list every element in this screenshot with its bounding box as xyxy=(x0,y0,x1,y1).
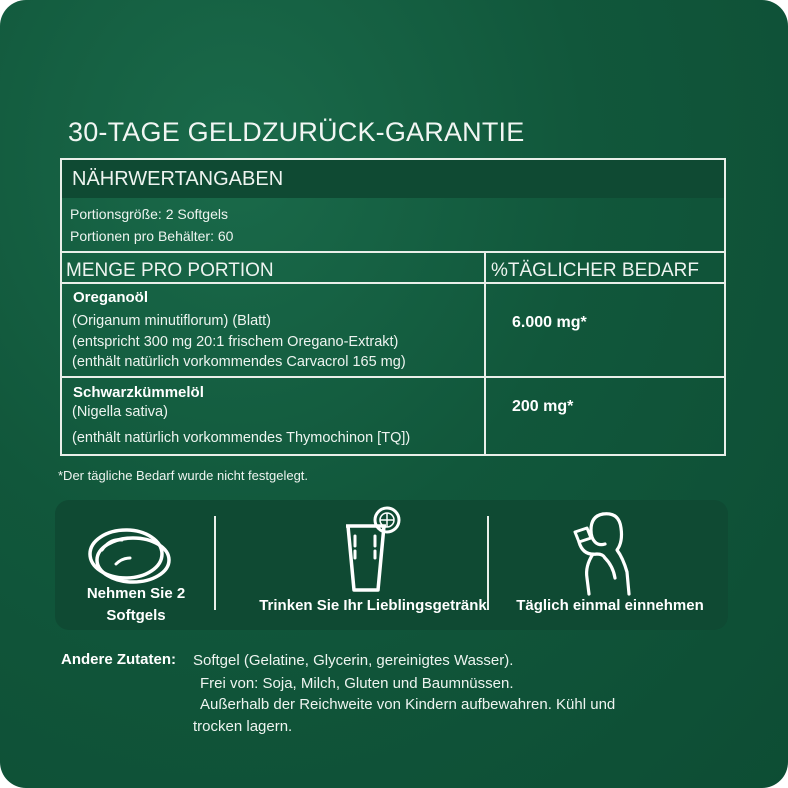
servings-per-container: Portionen pro Behälter: 60 xyxy=(70,228,234,244)
softgels-icon xyxy=(88,524,180,584)
ingredient-name: Schwarzkümmelöl xyxy=(73,384,204,401)
other-ingredients-label: Andere Zutaten: xyxy=(61,651,177,668)
usage-step-drink: Trinken Sie Ihr Lieblingsgetränk xyxy=(259,597,487,614)
ingredient-detail: (Nigella sativa) xyxy=(72,404,168,420)
column-header-amount: MENGE PRO PORTION xyxy=(66,260,274,281)
ingredient-detail: (entspricht 300 mg 20:1 frischem Oregano-Extrakt) xyxy=(72,334,399,350)
ingredient-detail: (enthält natürlich vorkommendes Thymochinon [TQ]) xyxy=(72,430,411,446)
ingredient-amount: 200 mg* xyxy=(512,398,574,415)
ingredient-amount: 6.000 mg* xyxy=(512,314,587,331)
allergen-info: Frei von: Soja, Milch, Gluten und Baumnüssen. xyxy=(200,675,514,692)
daily-value-footnote: *Der tägliche Bedarf wurde nicht festgelegt. xyxy=(58,468,309,483)
usage-divider xyxy=(487,516,489,610)
table-divider xyxy=(62,376,724,378)
nutrition-table xyxy=(60,158,726,456)
serving-size: Portionsgröße: 2 Softgels xyxy=(70,206,228,222)
nutrition-heading: NÄHRWERTANGABEN xyxy=(72,168,284,190)
other-ingredients-text: Softgel (Gelatine, Glycerin, gereinigtes Wasser). xyxy=(193,652,514,669)
storage-info: Außerhalb der Reichweite von Kindern aufbewahren. Kühl und xyxy=(200,696,616,713)
storage-info-continued: trocken lagern. xyxy=(193,718,293,735)
column-header-daily-value: %TÄGLICHER BEDARF xyxy=(491,260,699,281)
person-drinking-icon xyxy=(563,508,635,596)
ingredient-detail: (enthält natürlich vorkommendes Carvacrol 165 mg) xyxy=(72,354,406,370)
usage-step-softgels: Nehmen Sie 2 Softgels xyxy=(86,585,186,624)
ingredient-detail: (Origanum minutiflorum) (Blatt) xyxy=(72,313,272,329)
table-divider xyxy=(62,282,724,284)
guarantee-title: 30-TAGE GELDZURÜCK-GARANTIE xyxy=(68,117,525,147)
usage-instructions-panel xyxy=(55,500,728,630)
ingredient-name: Oreganoöl xyxy=(73,289,149,306)
table-divider xyxy=(62,251,724,253)
usage-divider xyxy=(214,516,216,610)
drink-glass-icon xyxy=(341,506,403,594)
nutrition-table-header xyxy=(62,160,724,198)
usage-step-daily: Täglich einmal einnehmen xyxy=(516,597,704,614)
